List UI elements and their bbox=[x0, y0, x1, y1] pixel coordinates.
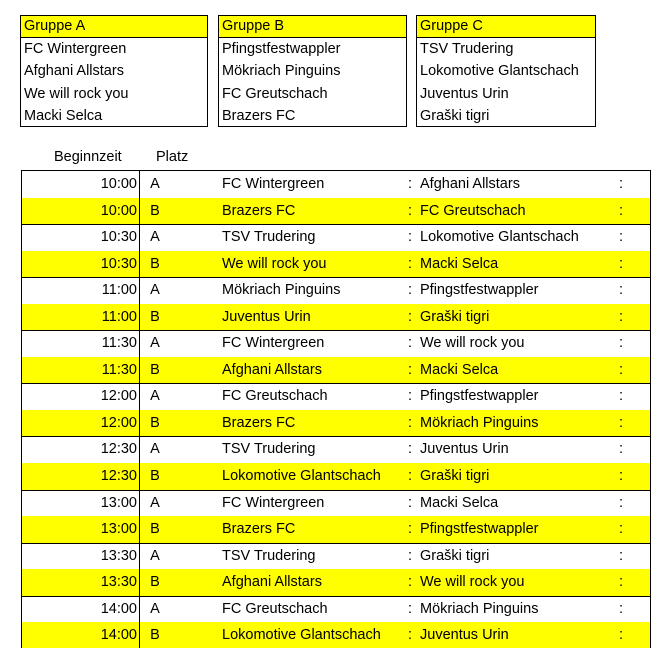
match-away-team: Mökriach Pinguins bbox=[420, 600, 539, 617]
match-row bbox=[22, 171, 650, 198]
match-row bbox=[22, 383, 650, 410]
match-start-time: 11:30 bbox=[101, 335, 137, 352]
match-field: A bbox=[150, 494, 160, 511]
match-home-team: We will rock you bbox=[222, 255, 327, 272]
match-home-team: Brazers FC bbox=[222, 202, 296, 219]
match-home-team: Juventus Urin bbox=[222, 308, 311, 325]
schedule-table bbox=[21, 170, 651, 648]
match-separator: : bbox=[408, 627, 413, 644]
match-field: A bbox=[150, 229, 160, 246]
match-field: B bbox=[150, 468, 160, 485]
score-separator: : bbox=[619, 282, 624, 299]
match-home-team: Afghani Allstars bbox=[222, 574, 322, 591]
match-separator: : bbox=[408, 388, 413, 405]
match-start-time: 13:30 bbox=[100, 547, 137, 564]
match-away-team: Macki Selca bbox=[420, 255, 499, 272]
match-row bbox=[22, 596, 650, 623]
match-start-time: 13:00 bbox=[100, 521, 137, 538]
match-separator: : bbox=[408, 229, 413, 246]
match-row bbox=[22, 357, 650, 384]
match-separator: : bbox=[408, 574, 413, 591]
match-separator: : bbox=[408, 441, 413, 458]
match-field: B bbox=[150, 308, 160, 325]
score-separator: : bbox=[619, 308, 624, 325]
group-a-team: We will rock you bbox=[24, 85, 129, 102]
match-start-time: 14:00 bbox=[100, 627, 137, 644]
match-home-team: FC Wintergreen bbox=[222, 176, 325, 192]
group-b-team: Brazers FC bbox=[222, 108, 296, 125]
match-field: B bbox=[150, 521, 160, 538]
group-c-box bbox=[416, 15, 596, 127]
match-home-team: Brazers FC bbox=[222, 414, 296, 431]
match-away-team: Lokomotive Glantschach bbox=[420, 229, 579, 246]
match-home-team: Lokomotive Glantschach bbox=[222, 468, 381, 485]
match-field: B bbox=[150, 202, 160, 219]
match-separator: : bbox=[408, 255, 413, 272]
match-home-team: Lokomotive Glantschach bbox=[222, 627, 381, 644]
match-away-team: We will rock you bbox=[420, 574, 525, 591]
match-start-time: 10:00 bbox=[100, 202, 137, 219]
match-row bbox=[22, 436, 650, 463]
match-away-team: Afghani Allstars bbox=[420, 176, 520, 192]
match-separator: : bbox=[408, 414, 413, 431]
match-row bbox=[22, 569, 650, 596]
score-separator: : bbox=[619, 468, 624, 485]
group-b-team: Mökriach Pinguins bbox=[222, 63, 341, 80]
match-start-time: 12:30 bbox=[100, 441, 137, 458]
match-start-time: 11:30 bbox=[101, 361, 137, 378]
match-separator: : bbox=[408, 600, 413, 617]
group-a-team: Afghani Allstars bbox=[24, 63, 124, 80]
match-home-team: FC Wintergreen bbox=[222, 335, 325, 352]
match-home-team: TSV Trudering bbox=[222, 441, 316, 458]
score-separator: : bbox=[619, 229, 624, 246]
group-c-team: Juventus Urin bbox=[420, 85, 509, 102]
group-b-team: Pfingstfestwappler bbox=[222, 41, 341, 57]
column-divider-time bbox=[139, 171, 140, 648]
group-a-team: Macki Selca bbox=[24, 108, 103, 125]
match-field: A bbox=[150, 388, 160, 405]
match-row bbox=[22, 410, 650, 437]
match-separator: : bbox=[408, 335, 413, 352]
match-row bbox=[22, 622, 650, 648]
match-field: A bbox=[150, 441, 160, 458]
match-away-team: Graški tigri bbox=[420, 468, 490, 485]
score-separator: : bbox=[619, 547, 624, 564]
match-row bbox=[22, 330, 650, 357]
match-row bbox=[22, 516, 650, 543]
match-row bbox=[22, 251, 650, 278]
group-b-title: Gruppe B bbox=[219, 16, 406, 38]
match-home-team: TSV Trudering bbox=[222, 229, 316, 246]
match-row bbox=[22, 224, 650, 251]
match-away-team: Graški tigri bbox=[420, 308, 490, 325]
match-field: B bbox=[150, 361, 160, 378]
match-start-time: 11:00 bbox=[101, 308, 137, 325]
group-c-team: Graški tigri bbox=[420, 108, 490, 125]
match-field: A bbox=[150, 176, 160, 192]
match-away-team: Juventus Urin bbox=[420, 627, 509, 644]
score-separator: : bbox=[619, 441, 624, 458]
match-away-team: We will rock you bbox=[420, 335, 525, 352]
match-field: A bbox=[150, 600, 160, 617]
match-row bbox=[22, 304, 650, 331]
group-a-box bbox=[20, 15, 208, 127]
match-separator: : bbox=[408, 494, 413, 511]
match-field: B bbox=[150, 414, 160, 431]
match-start-time: 14:00 bbox=[100, 600, 137, 617]
match-away-team: FC Greutschach bbox=[420, 202, 526, 219]
match-home-team: FC Wintergreen bbox=[222, 494, 325, 511]
match-away-team: Macki Selca bbox=[420, 494, 499, 511]
schedule-rows bbox=[22, 171, 650, 648]
match-row bbox=[22, 277, 650, 304]
group-c-title: Gruppe C bbox=[417, 16, 595, 38]
match-separator: : bbox=[408, 361, 413, 378]
score-separator: : bbox=[619, 414, 624, 431]
match-away-team: Macki Selca bbox=[420, 361, 499, 378]
match-row bbox=[22, 543, 650, 570]
score-separator: : bbox=[619, 494, 624, 511]
match-separator: : bbox=[408, 282, 413, 299]
score-separator: : bbox=[619, 202, 624, 219]
match-field: B bbox=[150, 574, 160, 591]
score-separator: : bbox=[619, 176, 624, 192]
group-c-team: Lokomotive Glantschach bbox=[420, 63, 579, 80]
match-away-team: Pfingstfestwappler bbox=[420, 388, 539, 405]
group-a-team: FC Wintergreen bbox=[24, 41, 127, 57]
group-a-title: Gruppe A bbox=[21, 16, 207, 38]
match-start-time: 10:30 bbox=[100, 229, 137, 246]
match-field: A bbox=[150, 335, 160, 352]
match-away-team: Juventus Urin bbox=[420, 441, 509, 458]
match-away-team: Graški tigri bbox=[420, 547, 490, 564]
match-start-time: 12:00 bbox=[100, 414, 137, 431]
score-separator: : bbox=[619, 361, 624, 378]
match-start-time: 12:30 bbox=[100, 468, 137, 485]
score-separator: : bbox=[619, 521, 624, 538]
match-separator: : bbox=[408, 176, 413, 192]
match-separator: : bbox=[408, 547, 413, 564]
match-start-time: 13:30 bbox=[100, 574, 137, 591]
match-home-team: FC Greutschach bbox=[222, 388, 328, 405]
match-start-time: 10:30 bbox=[100, 255, 137, 272]
match-start-time: 13:00 bbox=[100, 494, 137, 511]
match-start-time: 12:00 bbox=[100, 388, 137, 405]
column-header-start-time: Beginnzeit bbox=[54, 149, 122, 165]
match-away-team: Pfingstfestwappler bbox=[420, 282, 539, 299]
group-c-team: TSV Trudering bbox=[420, 41, 514, 57]
match-start-time: 10:00 bbox=[100, 176, 137, 192]
match-home-team: FC Greutschach bbox=[222, 600, 328, 617]
group-b-team: FC Greutschach bbox=[222, 85, 328, 102]
score-separator: : bbox=[619, 335, 624, 352]
match-separator: : bbox=[408, 468, 413, 485]
match-separator: : bbox=[408, 521, 413, 538]
column-header-field: Platz bbox=[156, 149, 189, 165]
match-field: A bbox=[150, 282, 160, 299]
match-row bbox=[22, 490, 650, 517]
match-row bbox=[22, 463, 650, 490]
match-separator: : bbox=[408, 308, 413, 325]
match-field: B bbox=[150, 255, 160, 272]
match-away-team: Pfingstfestwappler bbox=[420, 521, 539, 538]
match-separator: : bbox=[408, 202, 413, 219]
match-field: B bbox=[150, 627, 160, 644]
score-separator: : bbox=[619, 574, 624, 591]
match-row bbox=[22, 198, 650, 225]
match-home-team: TSV Trudering bbox=[222, 547, 316, 564]
match-home-team: Brazers FC bbox=[222, 521, 296, 538]
match-home-team: Afghani Allstars bbox=[222, 361, 322, 378]
score-separator: : bbox=[619, 600, 624, 617]
score-separator: : bbox=[619, 627, 624, 644]
group-b-box bbox=[218, 15, 407, 127]
match-start-time: 11:00 bbox=[101, 282, 137, 299]
score-separator: : bbox=[619, 388, 624, 405]
score-separator: : bbox=[619, 255, 624, 272]
match-home-team: Mökriach Pinguins bbox=[222, 282, 341, 299]
match-field: A bbox=[150, 547, 160, 564]
match-away-team: Mökriach Pinguins bbox=[420, 414, 539, 431]
